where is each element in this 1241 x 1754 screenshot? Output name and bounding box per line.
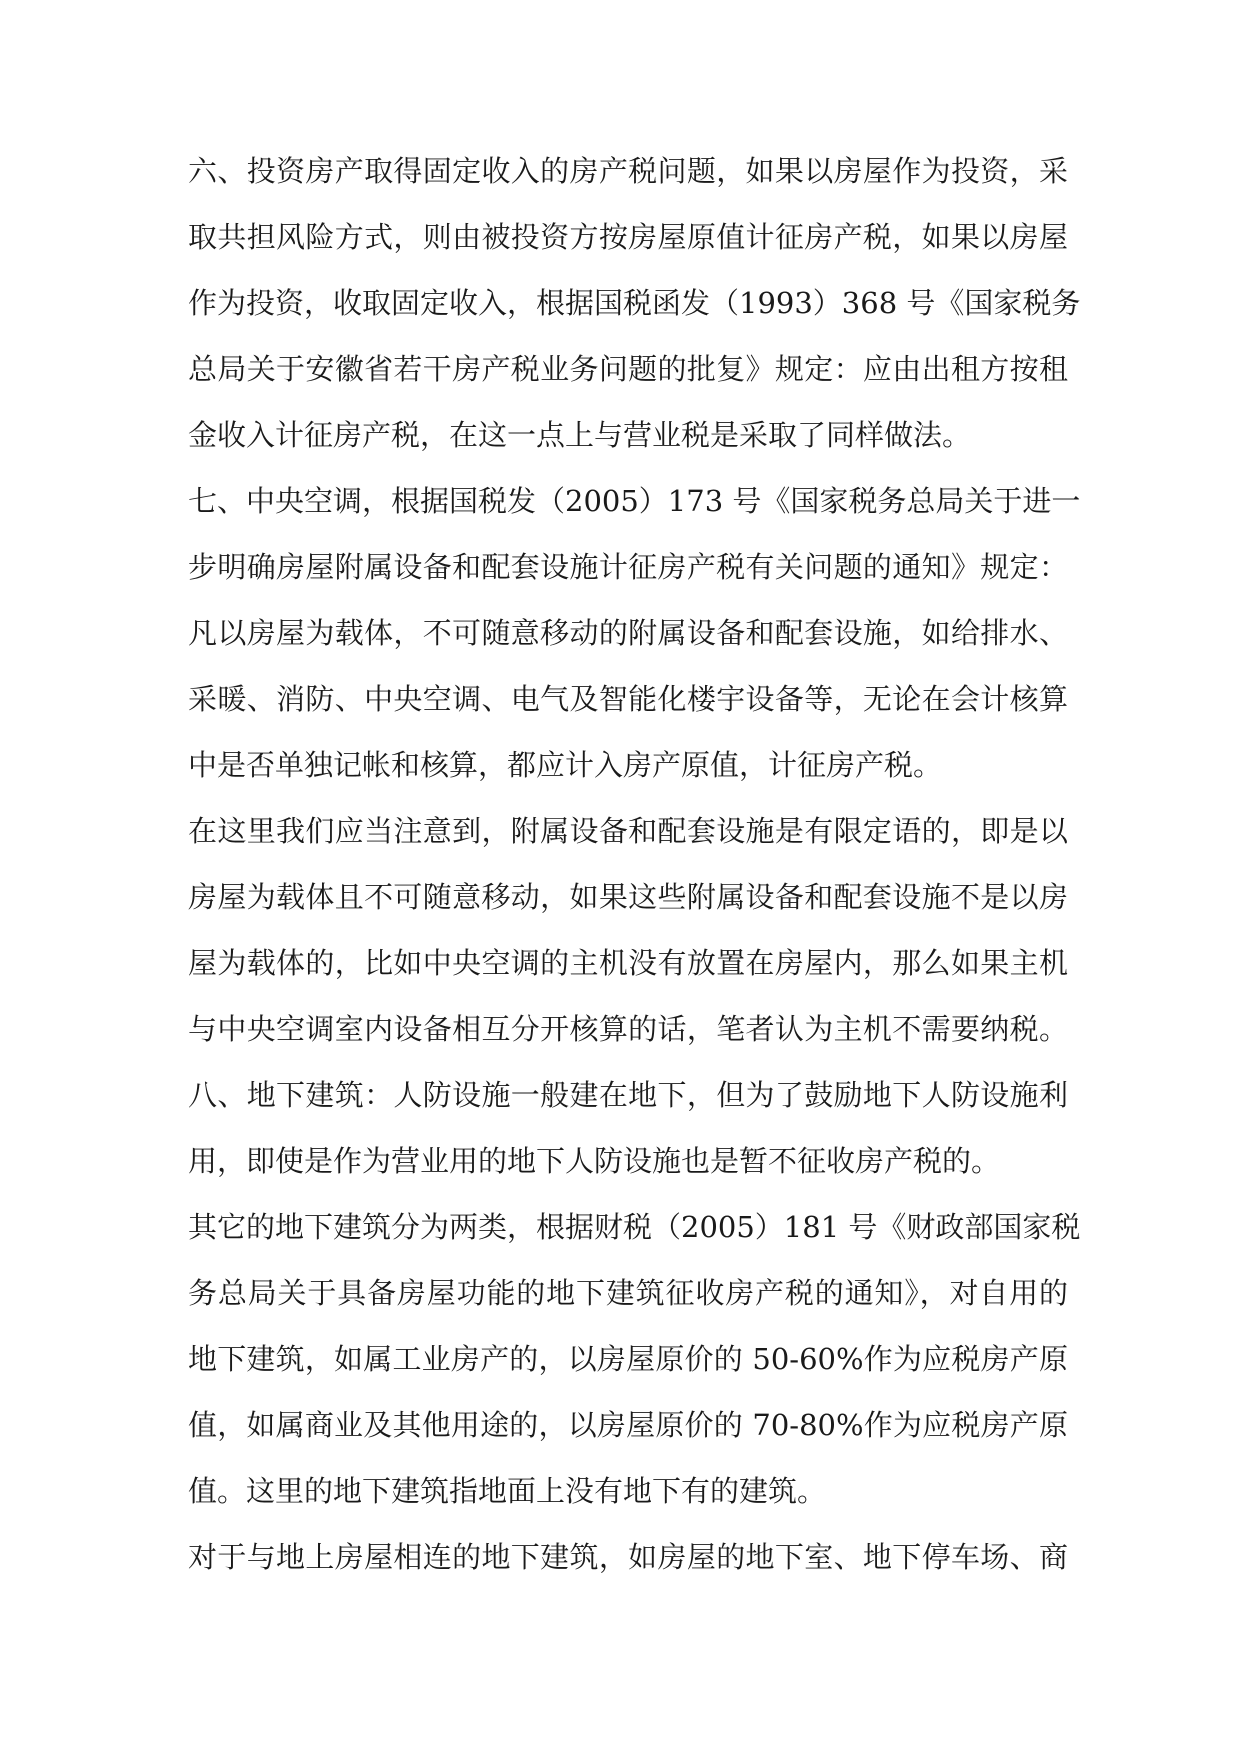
paragraph-item-8	[188, 1080, 1068, 1212]
text-line: 值。这里的地下建筑指地面上没有地下有的建筑。	[188, 1474, 827, 1508]
text-line: 总局关于安徽省若干房产税业务问题的批复》规定：应由出租方按租	[188, 352, 1068, 386]
text-line: 步明确房屋附属设备和配套设施计征房产税有关问题的通知》规定：	[188, 550, 1068, 584]
text-line: 地下建筑，如属工业房产的，以房屋原价的 50-60%作为应税房产原	[188, 1342, 1068, 1376]
paragraph-item-8-connected	[188, 1542, 1068, 1608]
text-line: 与中央空调室内设备相互分开核算的话，笔者认为主机不需要纳税。	[188, 1012, 1068, 1046]
text-line: 对于与地上房屋相连的地下建筑，如房屋的地下室、地下停车场、商	[188, 1540, 1068, 1574]
paragraph-item-6	[188, 154, 1081, 486]
text-line: 凡以房屋为载体，不可随意移动的附属设备和配套设施，如给排水、	[188, 616, 1068, 650]
text-line: 取共担风险方式，则由被投资方按房屋原值计征房产税，如果以房屋	[188, 220, 1068, 254]
text-line: 屋为载体的，比如中央空调的主机没有放置在房屋内，那么如果主机	[188, 946, 1068, 980]
text-line: 采暖、消防、中央空调、电气及智能化楼宇设备等，无论在会计核算	[188, 682, 1068, 716]
paragraph-item-7	[188, 484, 1081, 816]
text-line: 房屋为载体且不可随意移动，如果这些附属设备和配套设施不是以房	[188, 880, 1068, 914]
text-line: 在这里我们应当注意到，附属设备和配套设施是有限定语的，即是以	[188, 814, 1068, 848]
text-line: 其它的地下建筑分为两类，根据财税（2005）181 号《财政部国家税	[188, 1210, 1081, 1244]
document-body	[188, 154, 1081, 1608]
text-line: 务总局关于具备房屋功能的地下建筑征收房产税的通知》，对自用的	[188, 1276, 1068, 1310]
text-line: 用，即使是作为营业用的地下人防设施也是暂不征收房产税的。	[188, 1144, 1001, 1178]
text-line: 金收入计征房产税，在这一点上与营业税是采取了同样做法。	[188, 418, 972, 452]
text-line: 中是否单独记帐和核算，都应计入房产原值，计征房产税。	[188, 748, 943, 782]
text-line: 值，如属商业及其他用途的，以房屋原价的 70-80%作为应税房产原	[188, 1408, 1068, 1442]
text-line: 八、地下建筑：人防设施一般建在地下，但为了鼓励地下人防设施利	[188, 1078, 1068, 1112]
paragraph-item-8-other	[188, 1210, 1081, 1542]
text-line: 作为投资，收取固定收入，根据国税函发（1993）368 号《国家税务	[188, 286, 1081, 320]
text-line: 七、中央空调，根据国税发（2005）173 号《国家税务总局关于进一	[188, 484, 1081, 518]
text-line: 六、投资房产取得固定收入的房产税问题，如果以房屋作为投资，采	[188, 154, 1068, 188]
paragraph-item-7-note	[188, 816, 1068, 1080]
